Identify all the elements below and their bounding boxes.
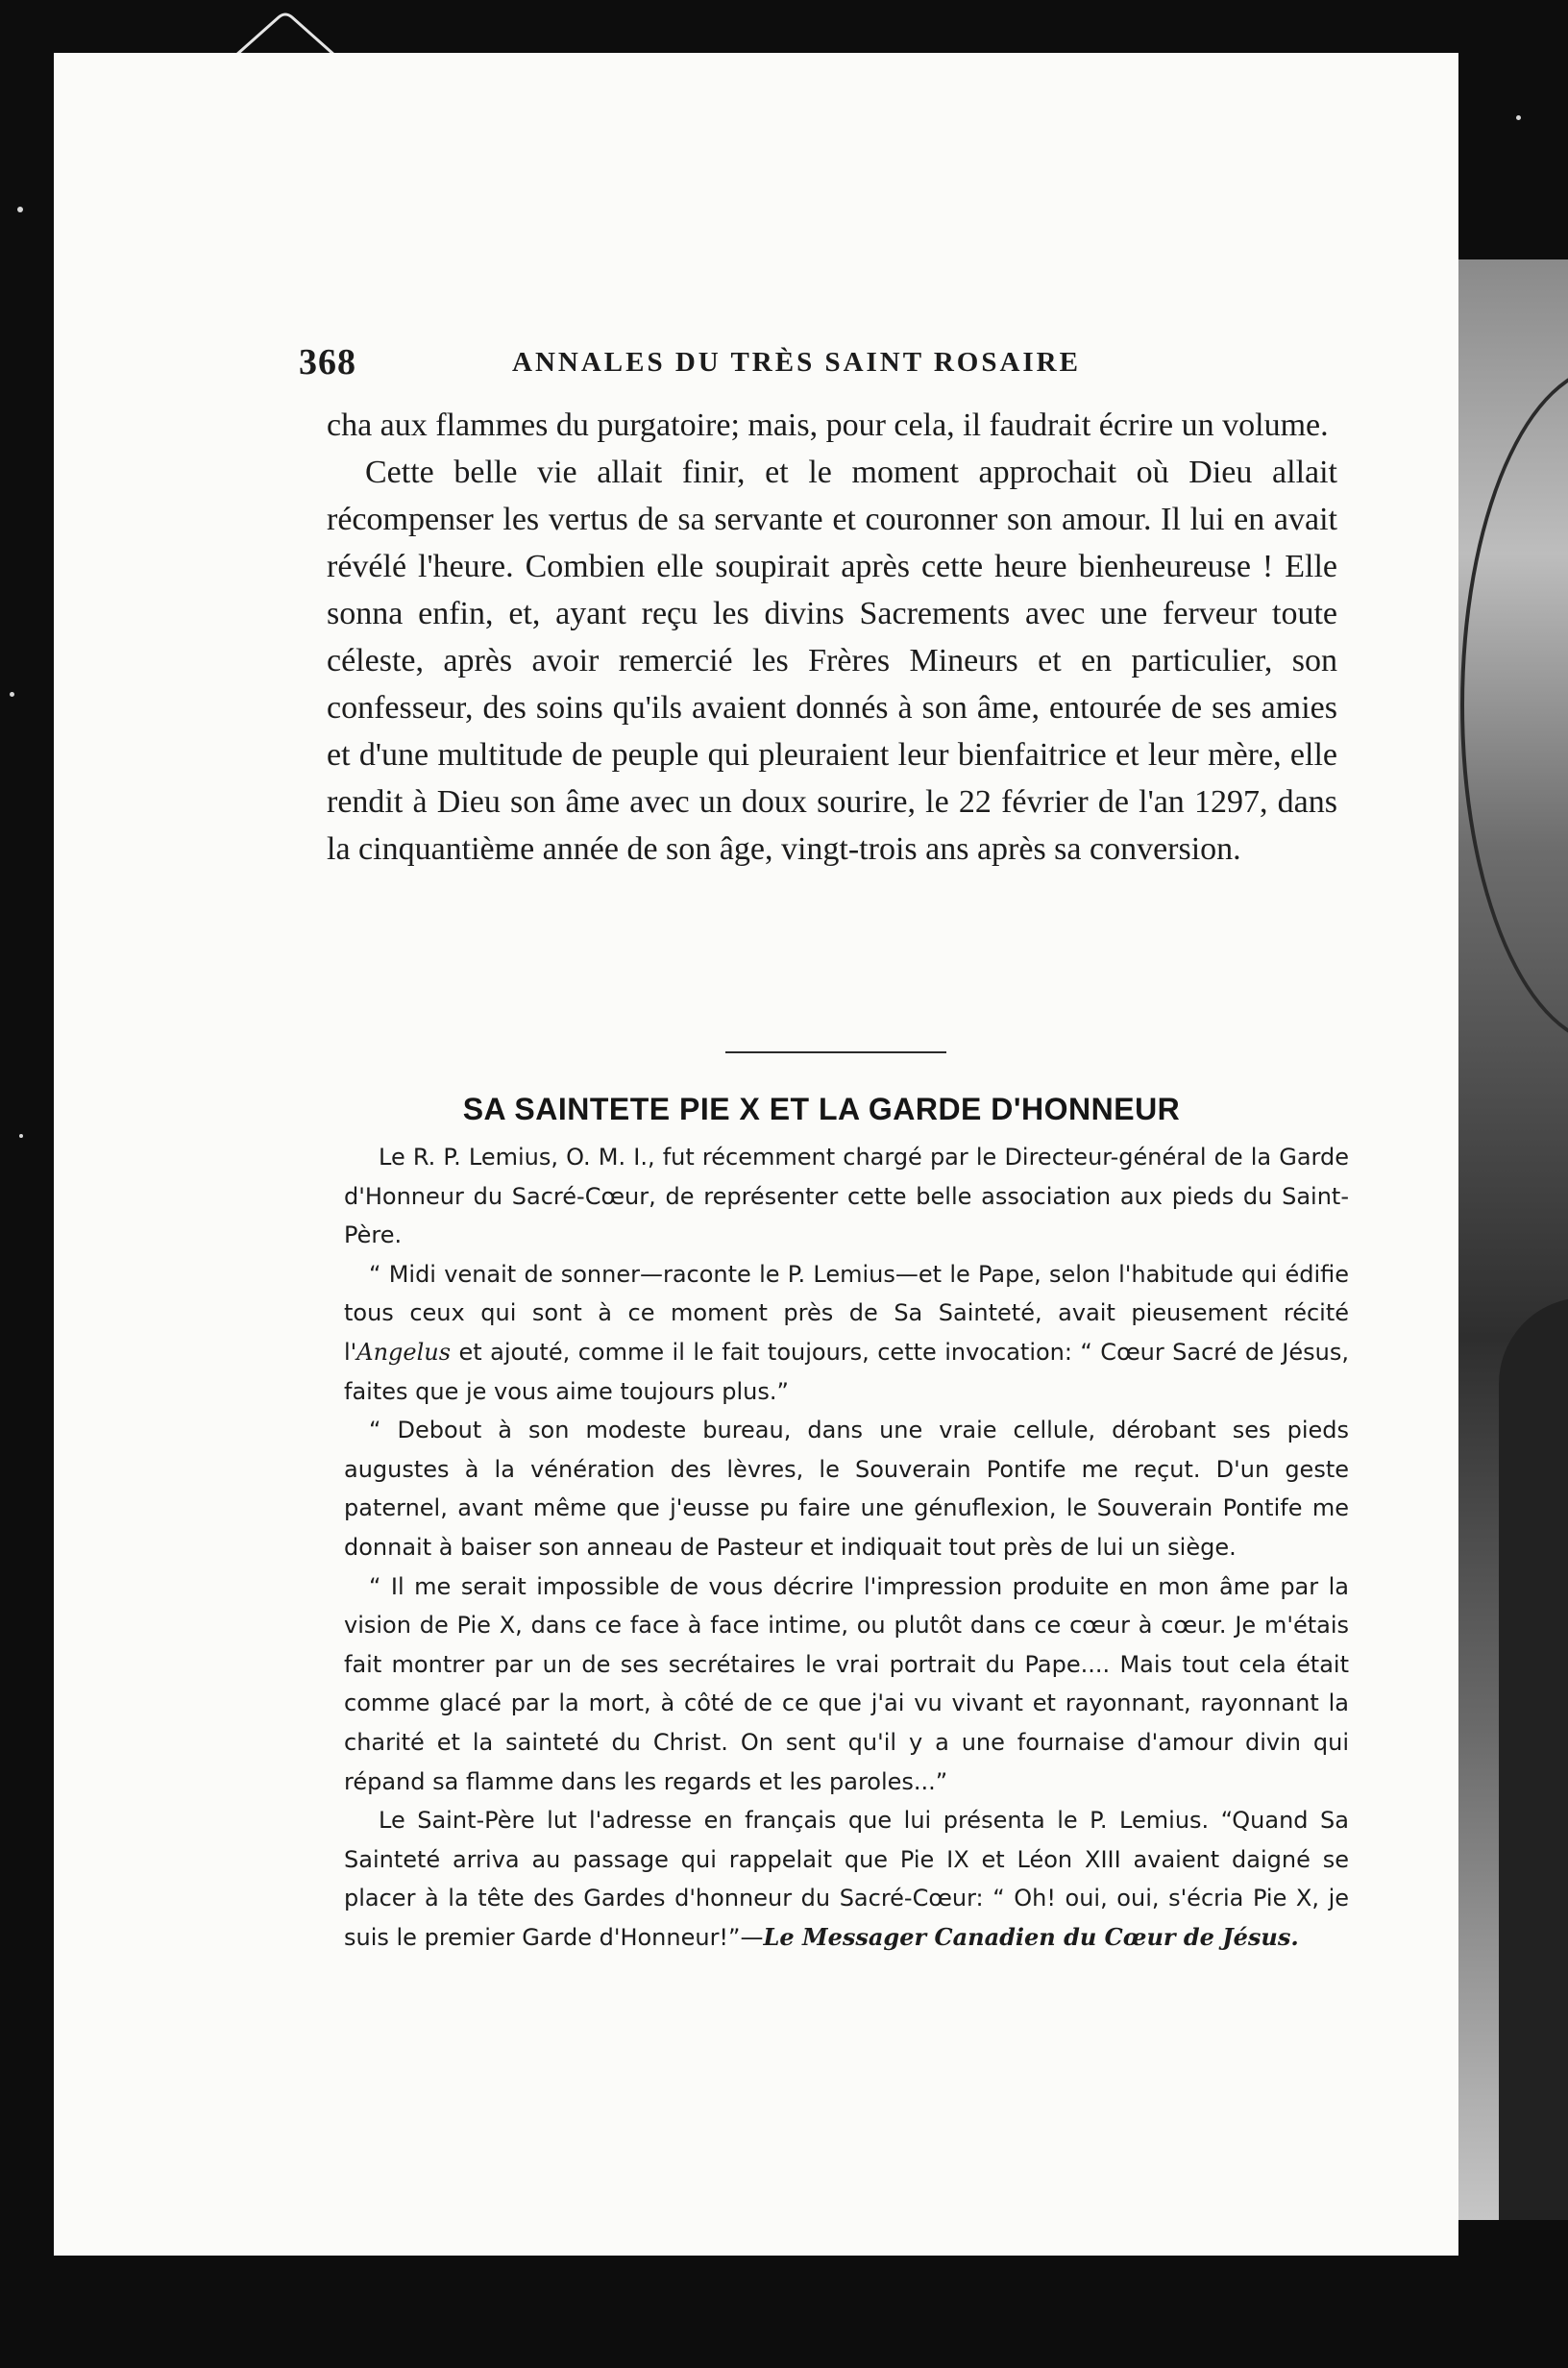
dust-speck — [17, 207, 23, 212]
paragraph: cha aux flammes du purgatoire; mais, pour cela, il faudrait écrire un volume. — [327, 407, 1329, 443]
facing-page-illustration — [1451, 259, 1568, 2220]
paragraph: “ Debout à son modeste bureau, dans une vraie cellule, dérobant ses pieds augustes à la vénération des lèvres, le Souverain Pontife me reçut. D'un geste paternel, avant même que j'eusse pu faire une génuflexion, le Souverain Pontife me donnait à baiser son anneau de Pasteur et indiquait tout près de lui un siège. — [344, 1417, 1349, 1561]
italic-term: Angelus — [356, 1338, 452, 1366]
running-head — [299, 341, 1260, 383]
text-run: Le Saint-Père lut l'adresse en français que lui présenta le P. Lemius. “Quand Sa Sainteté arriva au passage qui rappelait que Pie IX et Léon XIII avaient daigné se placer à la tête des Gardes d'honneur du Sacré-Cœur: “ Oh! oui, oui, s'écria Pie X, je suis le premier Garde d'Honneur!”— — [344, 1807, 1349, 1951]
dust-speck — [10, 692, 14, 697]
paragraph: Le R. P. Lemius, O. M. I., fut récemment chargé par le Directeur-général de la Garde d'Honneur du Sacré-Cœur, de représenter cette belle association aux pieds du Saint-Père. — [344, 1144, 1349, 1249]
paragraph: “ Il me serait impossible de vous décrire l'impression produite en mon âme par la vision de Pie X, dans ce face à face intime, ou plutôt dans ce cœur à cœur. Je m'étais fait montrer par un de ses secrétaires le vrai portrait du Pape.... Mais tout cela était comme glacé par la mort, à côté de ce que j'ai vu vivant et rayonnant, rayonnant la charité et la sainteté du Christ. On sent qu'il y a une fournaise d'amour divin qui répand sa flamme dans les regards et les paroles...” — [344, 1572, 1349, 1795]
halo-shape — [1460, 365, 1568, 1046]
dust-speck — [1516, 115, 1521, 120]
source-citation: Le Messager Canadien du Cœur de Jésus. — [763, 1922, 1299, 1951]
text-run: “ Midi venait de sonner—raconte le P. Lemius—et le Pape, selon l'habitude qui édifie tous ceux qui sont à ce moment près de Sa Sainteté, avait pieusement récité l' — [344, 1260, 1349, 1366]
article-body — [344, 1138, 1349, 1957]
continuation-text — [327, 402, 1337, 873]
section-divider — [725, 1051, 946, 1053]
paragraph: Cette belle vie allait finir, et le moment approchait où Dieu allait récompenser les vertus de sa servante et couronner son amour. Il lui en avait révélé l'heure. Combien elle soupirait après cette heure bienheureuse ! Elle sonna enfin, et, ayant reçu les divins Sacrements avec une ferveur toute céleste, après avoir remercié les Frères Mineurs et en particulier, son confesseur, des soins qu'ils avaient donnés à son âme, entourée de ses amies et d'une multitude de peuple qui pleuraient leur bienfaitrice et leur mère, elle rendit à Dieu son âme avec un doux sourire, le 22 février de l'an 1297, dans la cinquantième année de son âge, vingt-trois ans après sa conversion. — [327, 455, 1337, 867]
binder-clip-icon — [216, 0, 351, 58]
page-number: 368 — [299, 342, 356, 382]
running-title: ANNALES DU TRÈS SAINT ROSAIRE — [512, 347, 1081, 378]
text-run: et ajouté, comme il le fait toujours, cette invocation: “ Cœur Sacré de Jésus, faites que je vous aime toujours plus.” — [344, 1338, 1349, 1405]
article-title: SA SAINTETE PIE X ET LA GARDE D'HONNEUR — [462, 1092, 1181, 1126]
paragraph — [344, 1255, 1349, 1411]
paragraph — [344, 1801, 1349, 1957]
dust-speck — [19, 1134, 23, 1138]
robe-shape — [1499, 1297, 1568, 2220]
